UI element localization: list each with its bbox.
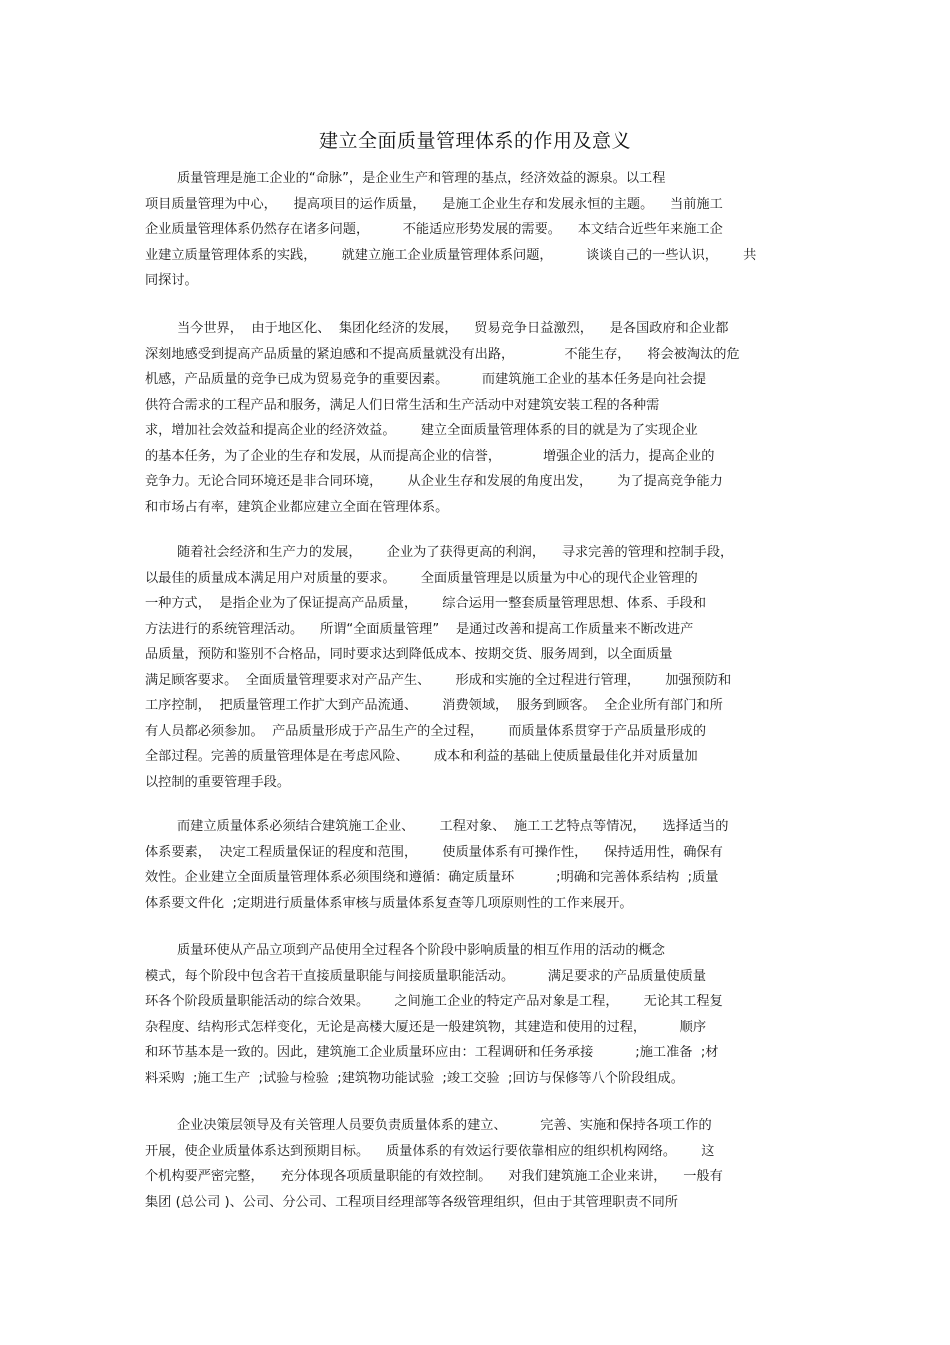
text-line: 有人员都必须参加。 产品质量形成于产品生产的全过程， 而质量体系贯穿于产品质量形成的	[145, 723, 707, 739]
text-line: 以控制的重要管理手段。	[145, 774, 291, 790]
text-line: 质量管理是施工企业的“命脉”，是企业生产和管理的基点，经济效益的源泉。以工程	[177, 171, 666, 186]
text-line: 求，增加社会效益和提高企业的经济效益。 建立全面质量管理体系的目的就是为了实现企业	[145, 423, 698, 438]
text-line: 效性。企业建立全面质量管理体系必须围绕和遵循：确定质量环 ;明确和完善体系结构 ;质量	[145, 870, 719, 885]
text-line: 企业质量管理体系仍然存在诸多问题， 不能适应形势发展的需要。 本文结合近些年来施工企	[145, 222, 723, 237]
text-line: 同探讨。	[145, 273, 198, 288]
text-line: 竞争力。无论合同环境还是非合同环境， 从企业生存和发展的角度出发， 为了提高竞争能力	[145, 474, 723, 489]
text-line: 企业决策层领导及有关管理人员要负责质量体系的建立、 完善、实施和保持各项工作的	[177, 1118, 712, 1133]
text-line: 随着社会经济和生产力的发展， 企业为了获得更高的利润， 寻求完善的管理和控制手段，	[177, 545, 734, 560]
text-line: 模式，每个阶段中包含若干直接质量职能与间接质量职能活动。 满足要求的产品质量使质量	[145, 968, 707, 984]
text-line: 当今世界， 由于地区化、 集团化经济的发展， 贸易竞争日益激烈， 是各国政府和企业都	[177, 321, 729, 336]
paragraph-6	[145, 1113, 815, 1215]
text-line: 料采购 ;施工生产 ;试验与检验 ;建筑物功能试验 ;竣工交验 ;回访与保修等八个阶段组成。	[145, 1070, 684, 1086]
text-line: 全部过程。完善的质量管理体是在考虑风险、 成本和利益的基础上使质量最佳化并对质量加	[145, 749, 698, 764]
text-line: 工序控制， 把质量管理工作扩大到产品流通、 消费领域， 服务到顾客。 全企业所有部门和所	[145, 698, 723, 713]
text-line: 一种方式， 是指企业为了保证提高产品质量， 综合运用一整套质量管理思想、体系、手段和	[145, 596, 707, 611]
text-line: 环各个阶段质量职能活动的综合效果。 之间施工企业的特定产品对象是工程， 无论其工程复	[145, 994, 723, 1009]
text-line: 满足顾客要求。 全面质量管理要求对产品产生、 形成和实施的全过程进行管理， 加强预防和	[145, 672, 732, 688]
text-line: 深刻地感受到提高产品质量的紧迫感和不提高质量就没有出路， 不能生存， 将会被淘汰的危	[145, 346, 740, 362]
text-line: 和市场占有率，建筑企业都应建立全面在管理体系。	[145, 499, 449, 515]
text-line: 项目质量管理为中心， 提高项目的运作质量， 是施工企业生存和发展永恒的主题。 当前施工	[145, 196, 723, 212]
text-line: 杂程度、结构形式怎样变化，无论是高楼大厦还是一般建筑物，其建造和使用的过程， 顺序	[145, 1019, 707, 1035]
paragraph-3	[145, 540, 815, 795]
text-line: 方法进行的系统管理活动。 所谓“全面质量管理” 是通过改善和提高工作质量来不断改进产	[145, 621, 694, 637]
document-title: 建立全面质量管理体系的作用及意义	[318, 130, 631, 152]
text-line: 的基本任务，为了企业的生存和发展，从而提高企业的信誉， 增强企业的活力，提高企业的	[145, 448, 715, 464]
text-line: 品质量，预防和鉴别不合格品，同时要求达到降低成本、按期交货、服务周到，以全面质量	[145, 647, 673, 662]
text-line: 和环节基本是一致的。因此，建筑施工企业质量环应由：工程调研和任务承接 ;施工准备 ;材	[145, 1045, 719, 1060]
text-line: 而建立质量体系必须结合建筑施工企业、 工程对象、 施工工艺特点等情况， 选择适当的	[177, 819, 729, 834]
paragraph-4	[145, 814, 815, 916]
text-line: 质量环使从产品立项到产品使用全过程各个阶段中影响质量的相互作用的活动的概念	[177, 943, 665, 958]
paragraph-2	[145, 316, 815, 520]
text-line: 以最佳的质量成本满足用户对质量的要求。 全面质量管理是以质量为中心的现代企业管理的	[145, 570, 698, 586]
text-line: 体系要文件化 ;定期进行质量体系审核与质量体系复查等几项原则性的工作来展开。	[145, 895, 633, 911]
paragraph-1	[145, 166, 815, 294]
text-line: 机感，产品质量的竞争已成为贸易竞争的重要因素。 而建筑施工企业的基本任务是向社会提	[145, 372, 707, 387]
text-line: 业建立质量管理体系的实践， 就建立施工企业质量管理体系问题， 谈谈自己的一些认识， 共	[145, 247, 757, 263]
text-line: 开展，使企业质量体系达到预期目标。 质量体系的有效运行要依靠相应的组织机构网络。 这	[145, 1143, 715, 1159]
text-line: 供符合需求的工程产品和服务，满足人们日常生活和生产活动中对建筑安装工程的各种需	[145, 397, 660, 413]
text-line: 集团 (总公司 )、公司、分公司、工程项目经理部等各级管理组织，但由于其管理职责不同所	[145, 1194, 678, 1210]
text-line: 体系要素， 决定工程质量保证的程度和范围， 使质量体系有可操作性， 保持适用性，确保有	[145, 844, 723, 860]
text-line: 个机构要严密完整， 充分体现各项质量职能的有效控制。 对我们建筑施工企业来讲， 一般有	[145, 1169, 723, 1184]
paragraph-5	[145, 938, 815, 1091]
